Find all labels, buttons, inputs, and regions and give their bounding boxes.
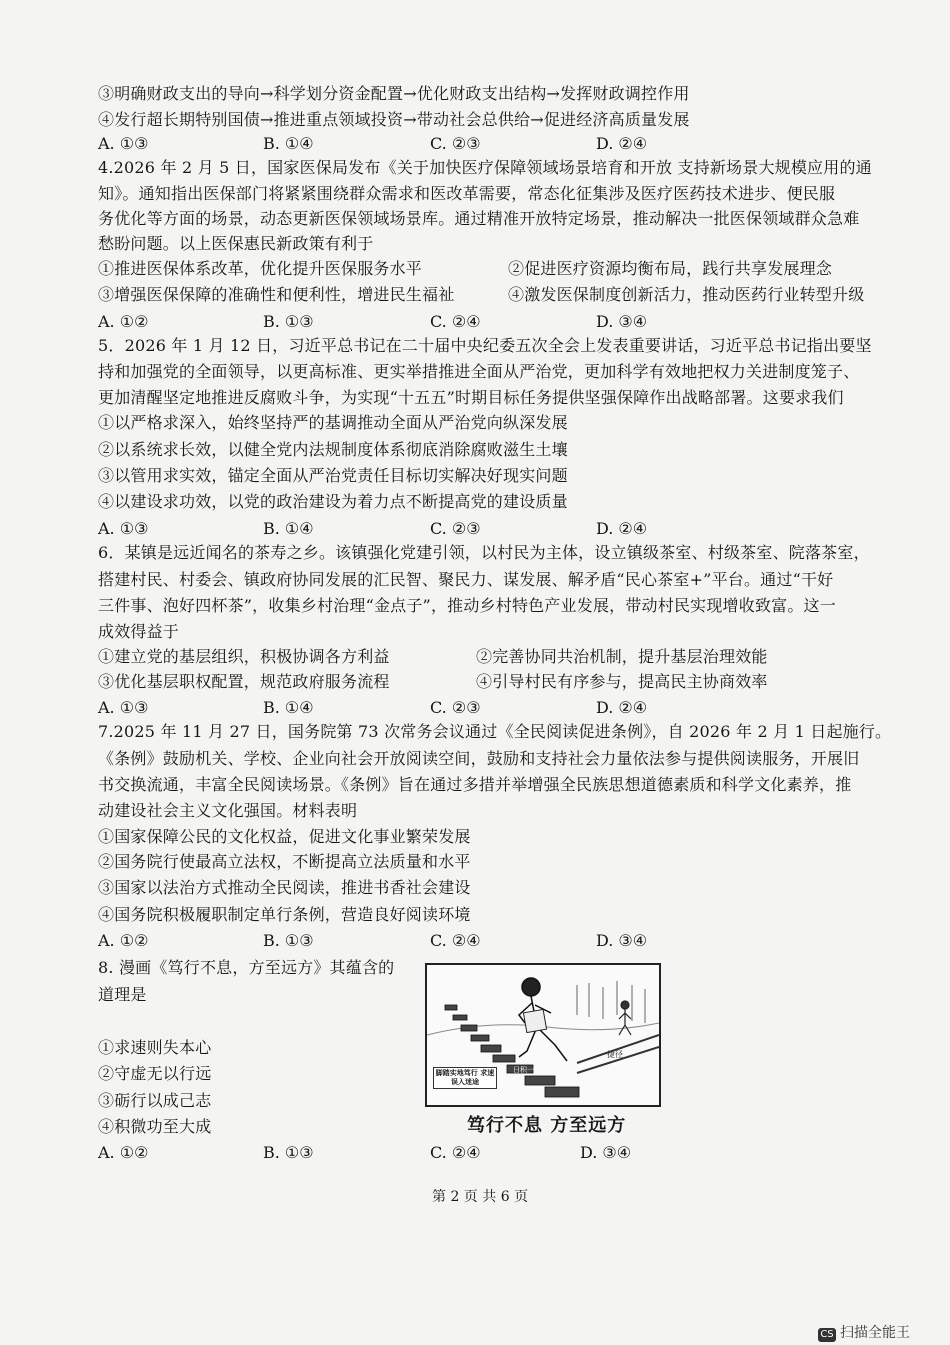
q4-item-1: ①推进医保体系改革，优化提升医保服务水平 — [98, 259, 423, 278]
q7-option-a: A. ①② — [98, 931, 149, 950]
q3-item-3: ③明确财政支出的导向→科学划分资金配置→优化财政支出结构→发挥财政调控作用 — [98, 84, 690, 103]
q7-item-1: ①国家保障公民的文化权益，促进文化事业繁荣发展 — [98, 827, 471, 846]
cartoon-caption: 笃行不息 方至远方 — [467, 1115, 627, 1136]
q4-item-3: ③增强医保保障的准确性和便利性，增进民生福祉 — [98, 285, 455, 304]
q4-stem-line: 知》。通知指出医保部门将紧紧围绕群众需求和医改革需要，常态化征集涉及医疗医药技术进步、便民服 — [98, 184, 836, 203]
q8-option-c: C. ②④ — [430, 1143, 481, 1162]
q6-stem-line: 三件事、泡好四杯茶”，收集乡村治理“金点子”，推动乡村特色产业发展，带动村民实现增收致富。这一 — [98, 596, 836, 615]
q8-option-d: D. ③④ — [580, 1143, 632, 1162]
q5-item-2: ②以系统求长效，以健全党内法规制度体系彻底消除腐败滋生土壤 — [98, 440, 568, 459]
q6-option-b: B. ①④ — [263, 698, 314, 717]
cartoon-sign: 脚踏实地笃行 求速误入迷途 — [433, 1067, 497, 1089]
scanner-logo-icon: CS — [818, 1328, 836, 1342]
q3-option-c: C. ②③ — [430, 134, 481, 153]
q5-option-b: B. ①④ — [263, 519, 314, 538]
q5-stem-line: 持和加强党的全面领导，以更高标准、更实举措推进全面从严治党，更加科学有效地把权力关进制度笼子、 — [98, 362, 860, 381]
scanner-watermark — [818, 1322, 950, 1345]
q6-option-a: A. ①③ — [98, 698, 149, 717]
q6-item-4: ④引导村民有序参与，提高民主协商效率 — [476, 672, 768, 691]
q6-stem-line: 6．某镇是远近闻名的茶寿之乡。该镇强化党建引领，以村民为主体，设立镇级茶室、村级茶室、院落茶室， — [98, 543, 870, 562]
q5-item-3: ③以管用求实效，锚定全面从严治党责任目标切实解决好现实问题 — [98, 466, 568, 485]
q4-stem-line: 4.2026 年 2 月 5 日，国家医保局发布《关于加快医疗保障领域场景培育和开放 支持新场景大规模应用的通 — [98, 158, 872, 177]
q8-item-1: ①求速则失本心 — [98, 1038, 212, 1057]
q5-item-4: ④以建设求功效，以党的政治建设为着力点不断提高党的建设质量 — [98, 492, 568, 511]
q4-option-d: D. ③④ — [596, 312, 648, 331]
q8-option-a: A. ①② — [98, 1143, 149, 1162]
q7-option-d: D. ③④ — [596, 931, 648, 950]
q8-item-4: ④积微功至大成 — [98, 1117, 212, 1136]
q3-option-d: D. ②④ — [596, 134, 648, 153]
q8-option-b: B. ①③ — [263, 1143, 314, 1162]
q7-stem-line: 动建设社会主义文化强国。材料表明 — [98, 801, 358, 820]
q6-option-d: D. ②④ — [596, 698, 648, 717]
cartoon-step-label: 日积一 — [513, 1066, 534, 1074]
q6-stem-line: 成效得益于 — [98, 622, 180, 641]
q6-item-3: ③优化基层职权配置，规范政府服务流程 — [98, 672, 390, 691]
q7-item-4: ④国务院积极履职制定单行条例，营造良好阅读环境 — [98, 905, 471, 924]
q3-option-a: A. ①③ — [98, 134, 149, 153]
q4-option-b: B. ①③ — [263, 312, 314, 331]
cartoon-illustration — [425, 963, 661, 1107]
q6-item-2: ②完善协同共治机制，提升基层治理效能 — [476, 647, 768, 666]
q5-option-a: A. ①③ — [98, 519, 149, 538]
q7-stem-line: 7.2025 年 11 月 27 日，国务院第 73 次常务会议通过《全民阅读促进条例》，自 2026 年 2 月 1 日起施行。 — [98, 722, 892, 741]
q7-item-2: ②国务院行使最高立法权，不断提高立法质量和水平 — [98, 852, 471, 871]
q3-item-4: ④发行超长期特别国债→推进重点领域投资→带动社会总供给→促进经济高质量发展 — [98, 110, 690, 129]
q4-item-4: ④激发医保制度创新活力，推动医药行业转型升级 — [508, 285, 865, 304]
q6-option-c: C. ②③ — [430, 698, 481, 717]
q5-option-c: C. ②③ — [430, 519, 481, 538]
q5-stem-line: 5．2026 年 1 月 12 日，习近平总书记在二十届中央纪委五次全会上发表重要讲话，习近平总书记指出要坚 — [98, 336, 872, 355]
q8-stem-line: 道理是 — [98, 985, 147, 1004]
q6-item-1: ①建立党的基层组织，积极协调各方利益 — [98, 647, 390, 666]
q6-stem-line: 搭建村民、村委会、镇政府协同发展的汇民智、聚民力、谋发展、解矛盾“民心茶室+”平台。通过“干好 — [98, 570, 834, 589]
q4-stem-line: 愁盼问题。以上医保惠民新政策有利于 — [98, 234, 374, 253]
q8-item-3: ③砺行以成己志 — [98, 1091, 212, 1110]
q8-stem-line: 8. 漫画《笃行不息，方至远方》其蕴含的 — [98, 958, 395, 977]
q7-item-3: ③国家以法治方式推动全民阅读，推进书香社会建设 — [98, 878, 471, 897]
q7-option-c: C. ②④ — [430, 931, 481, 950]
q7-stem-line: 《条例》鼓励机关、学校、企业向社会开放阅读空间，鼓励和支持社会力量依法参与提供阅读服务，开展旧 — [98, 749, 860, 768]
q7-option-b: B. ①③ — [263, 931, 314, 950]
q4-option-c: C. ②④ — [430, 312, 481, 331]
q5-item-1: ①以严格求深入，始终坚持严的基调推动全面从严治党向纵深发展 — [98, 413, 568, 432]
q3-option-b: B. ①④ — [263, 134, 314, 153]
q5-option-d: D. ②④ — [596, 519, 648, 538]
q7-stem-line: 书交换流通，丰富全民阅读场景。《条例》旨在通过多措并举增强全民族思想道德素质和科学文化素养，推 — [98, 775, 852, 794]
q5-stem-line: 更加清醒坚定地推进反腐败斗争，为实现“十五五”时期目标任务提供坚强保障作出战略部署。这要求我们 — [98, 388, 844, 407]
q8-item-2: ②守虚无以行远 — [98, 1064, 212, 1083]
page-footer: 第 2 页 共 6 页 — [432, 1189, 529, 1205]
cartoon-step-label: 捷径 — [607, 1050, 623, 1059]
q4-option-a: A. ①② — [98, 312, 149, 331]
q4-stem-line: 务优化等方面的场景，动态更新医保领域场景库。通过精准开放特定场景，推动解决一批医保领域群众急难 — [98, 209, 860, 228]
q4-item-2: ②促进医疗资源均衡布局，践行共享发展理念 — [508, 259, 833, 278]
scanner-watermark-text: 扫描全能王 — [840, 1325, 910, 1341]
